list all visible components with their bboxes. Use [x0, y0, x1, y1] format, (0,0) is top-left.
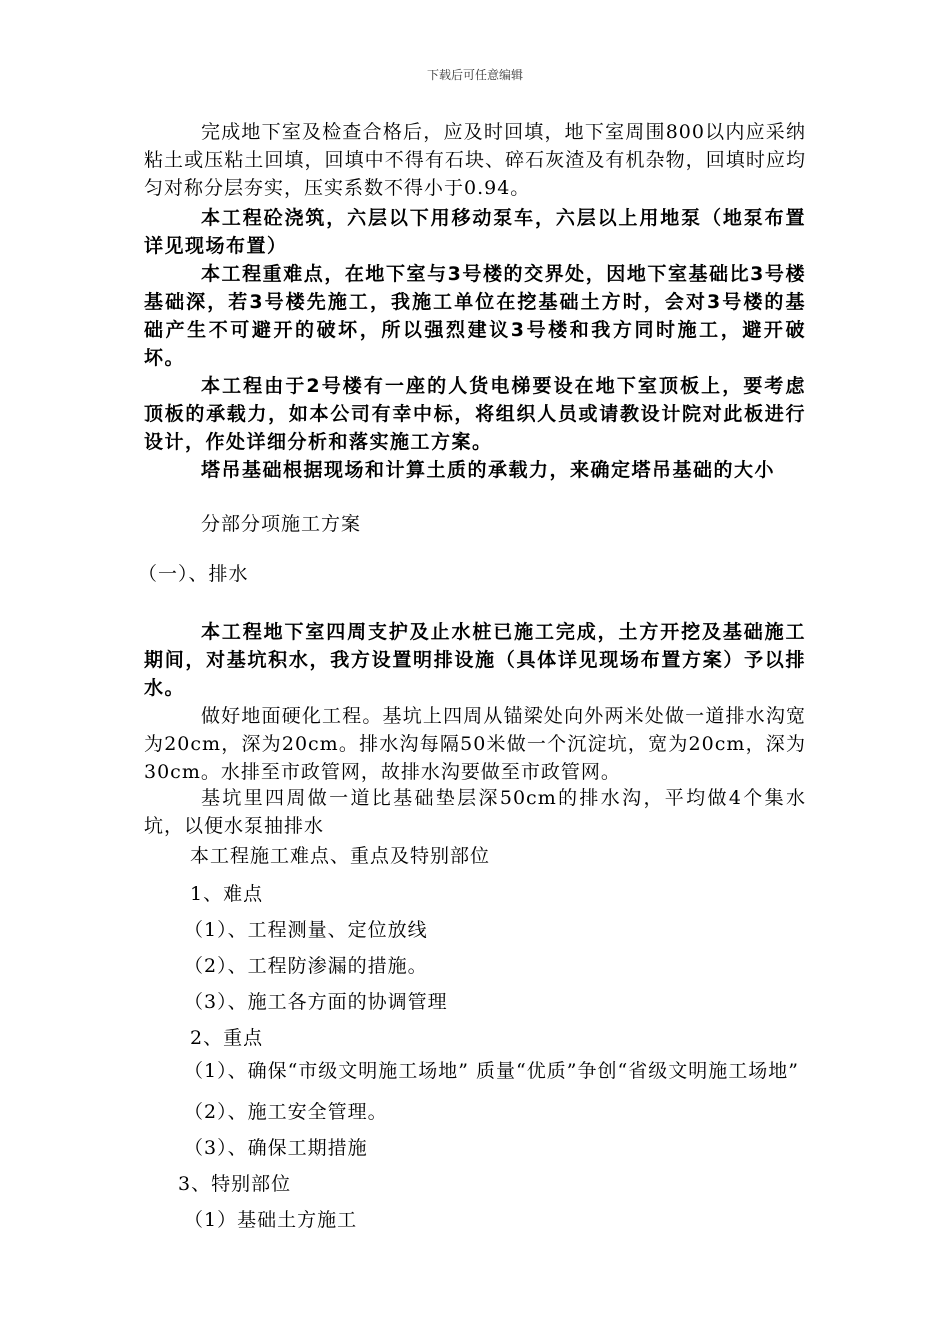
subsection-drainage: （一）、排水 [138, 563, 249, 585]
item-special-part-1: （1）基础土方施工 [184, 1209, 358, 1231]
item-key-point-1: （1）、确保“市级文明施工场地” 质量“优质”争创“省级文明施工场地” [184, 1060, 799, 1082]
paragraph-drainage-intro: 本工程地下室四周支护及止水桩已施工完成，土方开挖及基础施工期间，对基坑积水，我方设置明排设施（具体详见现场布置方案）予以排水。 [144, 621, 806, 699]
section-heading: 分部分项施工方案 [201, 513, 362, 535]
subsection-difficulties-heading: 本工程施工难点、重点及特别部位 [190, 845, 491, 867]
item-key-points: 2、重点 [190, 1027, 264, 1049]
item-key-point-2: （2）、施工安全管理。 [184, 1101, 388, 1123]
paragraph-ground-hardening: 做好地面硬化工程。基坑上四周从锚梁处向外两米处做一道排水沟宽为20cm，深为20cm。排水沟每隔50米做一个沉淀坑，宽为20cm，深为30cm。水排至市政管网，故排水沟要做至市政管网。 [144, 705, 806, 783]
paragraph-tower-crane: 塔吊基础根据现场和计算土质的承载力，来确定塔吊基础的大小 [201, 459, 776, 481]
item-difficulty-3: （3）、施工各方面的协调管理 [184, 991, 448, 1013]
item-difficulty-1: （1）、工程测量、定位放线 [184, 919, 428, 941]
page-header: 下载后可任意编辑 [426, 68, 523, 82]
paragraph-elevator: 本工程由于2号楼有一座的人货电梯要设在地下室顶板上，要考虑顶板的承载力，如本公司有幸中标，将组织人员或请教设计院对此板进行设计，作处详细分析和落实施工方案。 [144, 375, 806, 453]
item-special-parts: 3、特别部位 [178, 1173, 292, 1195]
paragraph-sump-pits: 基坑里四周做一道比基础垫层深50cm的排水沟，平均做4个集水坑，以便水泵抽排水 [144, 787, 806, 837]
item-key-point-3: （3）、确保工期措施 [184, 1137, 368, 1159]
item-difficulty: 1、难点 [190, 883, 264, 905]
document-body [138, 118, 806, 1234]
paragraph-concrete-pouring: 本工程砼浇筑，六层以下用移动泵车，六层以上用地泵（地泵布置详见现场布置） [144, 207, 806, 257]
item-difficulty-2: （2）、工程防渗漏的措施。 [184, 955, 428, 977]
paragraph-key-difficulty: 本工程重难点，在地下室与3号楼的交界处，因地下室基础比3号楼基础深，若3号楼先施工，我施工单位在挖基础土方时，会对3号楼的基础产生不可避开的破坏，所以强烈建议3号楼和我方同时施工，避开破坏。 [144, 263, 806, 369]
paragraph-backfill: 完成地下室及检查合格后，应及时回填，地下室周围800以内应采纳粘土或压粘土回填，回填中不得有石块、碎石灰渣及有机杂物，回填时应均匀对称分层夯实，压实系数不得小于0.94。 [144, 121, 806, 199]
